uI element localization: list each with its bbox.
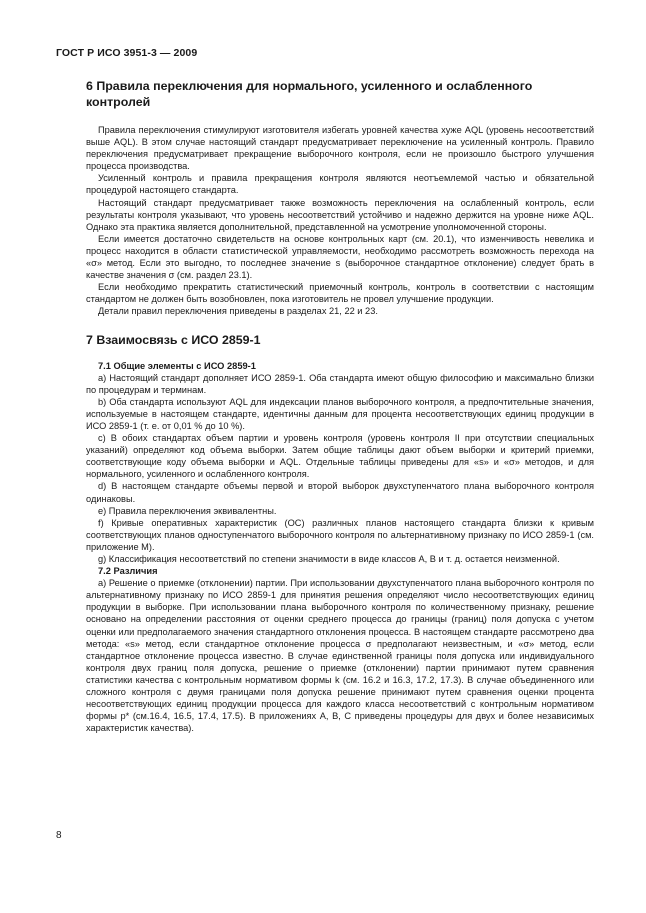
- standard-header: ГОСТ Р ИСО 3951-3 — 2009: [56, 47, 198, 59]
- list-item: f) Кривые оперативных характеристик (ОС) различных планов настоящего стандарта близки к кривым соответствующих планов одноступенчатого выборочного контроля по альтернативному признаку по ИСО 2859-1 (см. приложение М).: [86, 517, 594, 552]
- list-item: a) Настоящий стандарт дополняет ИСО 2859-1. Оба стандарта имеют общую философию и максимально близки по процедурам и терминам.: [86, 372, 594, 395]
- list-item: b) Оба стандарта используют AQL для индексации планов выборочного контроля, а предпочтительные значения, используемые в настоящем стандарте, идентичны данным для процента несоответствующих единиц продукции в ИСО 2859-1 (т. е. от 0,01 % до 10 %).: [86, 396, 594, 431]
- paragraph: Если необходимо прекратить статистический приемочный контроль, контроль в соответствии с настоящим стандартом не должен быть возобновлен, пока изготовитель не провел улучшение продукции.: [86, 282, 594, 305]
- section-7: [86, 332, 594, 735]
- subsection-7-1-title: 7.1 Общие элементы с ИСО 2859-1: [98, 360, 256, 371]
- paragraph: Усиленный контроль и правила прекращения контроля являются неотъемлемой частью и обязательной процедурой настоящего стандарта.: [86, 173, 594, 196]
- page-number: 8: [56, 830, 62, 841]
- subsection-7-2-title: 7.2 Различия: [98, 566, 158, 577]
- list-item: g) Классификация несоответствий по степени значимости в виде классов А, В и т. д. остается неизменной.: [98, 554, 560, 564]
- list-item: c) В обоих стандартах объем партии и уровень контроля (уровень контроля II при отсутствии специальных указаний) определяют код объема выборки. Затем общие таблицы дают объем выборки и критерий приемки, соответствующие коду объема выборки и AQL. Отдельные таблицы приведены для «s» и «σ» методов, и для нормального, усиленного и ослабленного контроля.: [86, 433, 594, 480]
- paragraph: Детали правил переключения приведены в разделах 21, 22 и 23.: [98, 306, 378, 317]
- section-6-title: 6 Правила переключения для нормального, усиленного и ослабленного контролей: [86, 79, 533, 109]
- paragraph: Правила переключения стимулируют изготовителя избегать уровней качества хуже AQL (уровень несоответствий выше AQL). В этом случае настоящий стандарт предусматривает переключение на усиленный контроль. Правило переключения предусматривает прекращение выборочного контроля, если не произошло быстрого улучшения процесса производства.: [86, 125, 594, 172]
- paragraph: Если имеется достаточно свидетельств на основе контрольных карт (см. 20.1), что изменчивость невелика и процесс находится в области статистической управляемости, необходимо рассмотреть возможность перехода на «σ» метод. Если это выгодно, то последнее значение s (выборочное стандартное отклонение) следует брать в качестве значения σ (см. раздел 23.1).: [86, 233, 594, 281]
- page-content: [86, 78, 594, 734]
- list-item: а) Решение о приемке (отклонении) партии. При использовании двухступенчатого плана выборочного контроля по альтернативному признаку по ИСО 2859-1 для принятия решения определяют число несоответствующих единиц продукции в выборке. При использовании плана выборочного контроля по количественному признаку, решение основано на определении расстояния от оценки среднего процесса до границы (границ) поля допуска с учетом оценки или предполагаемого значения стандартного отклонения процесса. В настоящем стандарте рассмотрено два метода: «s» метод, если стандартное отклонение процесса σ предполагают неизвестным, и «σ» метод, если стандартное отклонение процесса известно. В случае единственной границы поля допуска или индивидуального контроля двух границ поля допуска, решение о приемке (отклонении) партии принимают путем сравнения статистики качества с контрольным нормативом формы k (см. 16.2 и 16.3, 17.2, 17.3). В случае объединенного или сложного контроля с двумя границами поля допуска решение принимают путем сравнения оценки процента несоответствующих единиц продукции процесса для каждого класса несоответствий с контрольным нормативом формы p* (см.16.4, 16.5, 17.4, 17.5). В приложениях А, В, С приведены процедуры для двух и более независимых характеристик качества).: [86, 578, 594, 734]
- list-item: d) В настоящем стандарте объемы первой и второй выборок двухступенчатого плана выборочного контроля одинаковы.: [86, 481, 594, 504]
- section-7-title: 7 Взаимосвязь с ИСО 2859-1: [86, 332, 261, 347]
- section-6: [86, 78, 594, 318]
- paragraph: Настоящий стандарт предусматривает также возможность переключения на ослабленный контроль, если результаты контроля указывают, что уровень несоответствий устойчиво и надежно держится на уровне ниже AQL. Однако эта практика является дополнительной, представленной на усмотрение уполномоченной стороны.: [86, 197, 594, 232]
- list-item: e) Правила переключения эквивалентны.: [98, 505, 277, 516]
